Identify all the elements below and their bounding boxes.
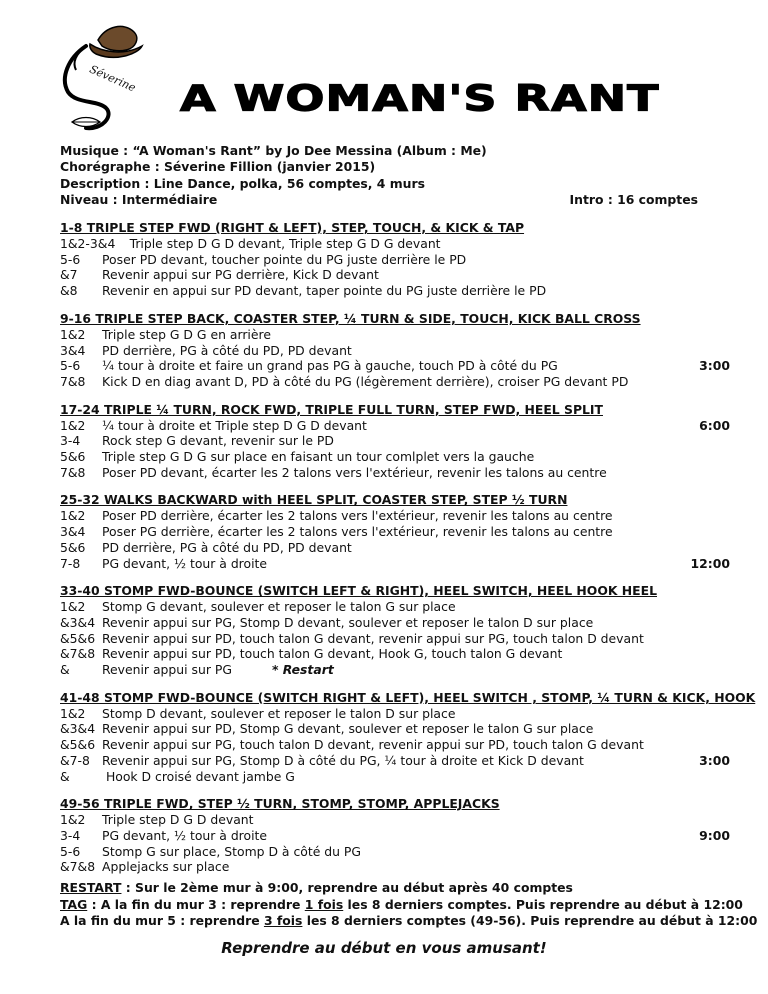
step-count: 1&2-3&4 bbox=[60, 236, 116, 251]
step-description: Triple step D G D devant bbox=[102, 812, 254, 828]
step-count: 7-8 bbox=[60, 555, 81, 571]
step-description: Revenir appui sur PG, Stomp D devant, soulever et reposer le talon D sur place bbox=[102, 614, 594, 630]
section-title: 49-56 TRIPLE FWD, STEP ½ TURN, STOMP, STOMP, APPLEJACKS bbox=[60, 796, 500, 812]
step-description: PG devant, ½ tour à droite bbox=[102, 555, 268, 571]
level-line: Niveau : Intermédiaire bbox=[60, 191, 218, 207]
step-description: Applejacks sur place bbox=[102, 859, 230, 875]
step-description: Revenir appui sur PD, touch talon G devant, revenir appui sur PG, touch talon D devant bbox=[102, 630, 644, 646]
step-description: Triple step D G D devant, Triple step G D G devant bbox=[102, 236, 441, 251]
step-row bbox=[60, 662, 730, 678]
step-row bbox=[60, 859, 730, 875]
section-title: 17-24 TRIPLE ¼ TURN, ROCK FWD, TRIPLE FULL TURN, STEP FWD, HEEL SPLIT bbox=[60, 401, 603, 417]
step-description: Hook D croisé devant jambe G bbox=[102, 768, 295, 784]
step-row bbox=[60, 283, 730, 299]
step-description: Stomp G devant, soulever et reposer le talon G sur place bbox=[102, 599, 456, 615]
logo bbox=[46, 18, 146, 136]
step-description: Poser PD devant, toucher pointe du PG juste derrière le PD bbox=[102, 251, 467, 267]
step-description: PD derrière, PG à côté du PD, PD devant bbox=[102, 342, 352, 358]
wall5-emphasis: 3 fois bbox=[263, 913, 303, 929]
closing-line: Reprendre au début en vous amusant! bbox=[221, 939, 547, 957]
step-count: 3&4 bbox=[60, 342, 86, 358]
step-row bbox=[60, 358, 730, 374]
step-description: Poser PG derrière, écarter les 2 talons vers l'extérieur, revenir les talons au centre bbox=[102, 524, 613, 540]
step-count: 7&8 bbox=[60, 373, 86, 389]
step-row bbox=[60, 374, 730, 390]
section-title: 25-32 WALKS BACKWARD with HEEL SPLIT, COASTER STEP, STEP ½ TURN bbox=[60, 492, 568, 508]
wall-direction: 12:00 bbox=[690, 555, 730, 571]
page-title: A WOMAN'S RANT bbox=[180, 76, 660, 119]
step-section bbox=[60, 402, 730, 481]
step-count: &3&4 bbox=[60, 614, 96, 630]
step-count: 1&2 bbox=[60, 599, 86, 615]
step-description: PG devant, ½ tour à droite bbox=[102, 827, 268, 843]
step-description: PD derrière, PG à côté du PD, PD devant bbox=[102, 539, 352, 555]
step-row bbox=[60, 343, 730, 359]
description-line: Description : Line Dance, polka, 56 comptes, 4 murs bbox=[60, 175, 425, 191]
step-count: &5&6 bbox=[60, 737, 96, 753]
step-row bbox=[60, 706, 730, 722]
step-row bbox=[60, 615, 730, 631]
step-row bbox=[60, 769, 730, 785]
step-row bbox=[60, 540, 730, 556]
step-row bbox=[60, 465, 730, 481]
step-section bbox=[60, 311, 730, 390]
step-count: &7&8 bbox=[60, 859, 96, 875]
restart-text: : Sur le 2ème mur à 9:00, reprendre au début après 40 comptes bbox=[121, 880, 573, 895]
wall-direction: 6:00 bbox=[699, 417, 730, 433]
step-row bbox=[60, 236, 730, 252]
step-row bbox=[60, 721, 730, 737]
step-description: Kick D en diag avant D, PD à côté du PG (légèrement derrière), croiser PG devant PD bbox=[102, 373, 629, 389]
step-description: Revenir appui sur PG, touch talon D devant, revenir appui sur PD, touch talon G devant bbox=[102, 737, 644, 753]
choreographer-line: Chorégraphe : Séverine Fillion (janvier 2015) bbox=[60, 159, 376, 175]
intro-line: Intro : 16 comptes bbox=[569, 191, 698, 207]
tag-emphasis: 1 fois bbox=[304, 896, 344, 912]
wall-direction: 3:00 bbox=[699, 358, 730, 374]
music-line: Musique : “A Woman's Rant” by Jo Dee Messina (Album : Me) bbox=[60, 143, 487, 158]
step-description: Revenir appui sur PD, touch talon G devant, Hook G, touch talon G devant bbox=[102, 646, 563, 662]
restart-marker: * Restart bbox=[271, 662, 334, 678]
wall-direction: 3:00 bbox=[699, 752, 730, 768]
step-row bbox=[60, 508, 730, 524]
step-description: Stomp G sur place, Stomp D à côté du PG bbox=[102, 843, 362, 859]
tag-text-end: les 8 derniers comptes. Puis reprendre au début à 12:00 bbox=[343, 896, 743, 912]
step-row bbox=[60, 267, 730, 283]
step-count: 3-4 bbox=[60, 827, 81, 843]
step-count: 3-4 bbox=[60, 433, 81, 449]
step-description: Triple step G D G en arrière bbox=[102, 326, 271, 342]
step-count: 1&2 bbox=[60, 812, 86, 828]
section-title: 9-16 TRIPLE STEP BACK, COASTER STEP, ¼ TURN & SIDE, TOUCH, KICK BALL CROSS bbox=[60, 310, 641, 326]
level-row bbox=[60, 192, 720, 208]
section-title: 33-40 STOMP FWD-BOUNCE (SWITCH LEFT & RIGHT), HEEL SWITCH, HEEL HOOK HEEL bbox=[60, 583, 657, 599]
step-description: Revenir appui sur PG derrière, Kick D devant bbox=[102, 267, 379, 283]
step-count: 5-6 bbox=[60, 251, 81, 267]
step-description: Poser PD derrière, écarter les 2 talons vers l'extérieur, revenir les talons au centre bbox=[102, 508, 613, 524]
section-title: 41-48 STOMP FWD-BOUNCE (SWITCH RIGHT & LEFT), HEEL SWITCH , STOMP, ¼ TURN & KICK, HOOK bbox=[60, 689, 756, 705]
step-count: 3&4 bbox=[60, 524, 86, 540]
step-row bbox=[60, 812, 730, 828]
step-sections bbox=[60, 220, 756, 887]
step-count: &3&4 bbox=[60, 721, 96, 737]
step-description: Poser PD devant, écarter les 2 talons vers l'extérieur, revenir les talons au centre bbox=[102, 464, 607, 480]
restart-label: RESTART bbox=[60, 880, 122, 895]
step-row bbox=[60, 556, 730, 572]
tag-note bbox=[60, 896, 743, 914]
step-count: 5&6 bbox=[60, 539, 86, 555]
step-row bbox=[60, 449, 730, 465]
step-count: &8 bbox=[60, 283, 78, 299]
step-count: 1&2 bbox=[60, 508, 86, 524]
step-description: Rock step G devant, revenir sur le PD bbox=[102, 433, 334, 449]
step-count: 1&2 bbox=[60, 417, 86, 433]
tag-text: : A la fin du mur 3 : reprendre bbox=[87, 896, 305, 912]
dance-info bbox=[60, 143, 720, 208]
step-description: Revenir appui sur PD, Stomp G devant, soulever et reposer le talon G sur place bbox=[102, 721, 594, 737]
step-section bbox=[60, 796, 730, 875]
step-row bbox=[60, 327, 730, 343]
step-count: &7&8 bbox=[60, 646, 96, 662]
step-count: & bbox=[60, 768, 70, 784]
step-row bbox=[60, 828, 730, 844]
wall5-text-end: les 8 derniers comptes (49-56). Puis reprendre au début à 12:00 bbox=[302, 913, 758, 929]
notes bbox=[60, 880, 758, 930]
wall5-note bbox=[60, 913, 758, 930]
step-count: &7 bbox=[60, 267, 78, 283]
step-description: ¼ tour à droite et Triple step D G D devant bbox=[102, 417, 367, 433]
step-row bbox=[60, 646, 730, 662]
wall5-text: A la fin du mur 5 : reprendre bbox=[60, 913, 264, 929]
step-row bbox=[60, 753, 730, 769]
step-row bbox=[60, 631, 730, 647]
step-count: &7-8 bbox=[60, 752, 90, 768]
step-description: Revenir en appui sur PD devant, taper pointe du PG juste derrière le PD bbox=[102, 283, 547, 299]
restart-note bbox=[60, 880, 740, 897]
step-row bbox=[60, 418, 730, 434]
step-row bbox=[60, 737, 730, 753]
step-count: &5&6 bbox=[60, 630, 96, 646]
step-count: & bbox=[60, 662, 70, 678]
tag-label: TAG bbox=[60, 896, 88, 912]
step-row bbox=[60, 252, 730, 268]
step-section bbox=[60, 220, 730, 299]
step-section bbox=[60, 583, 730, 678]
step-count: 5&6 bbox=[60, 449, 86, 465]
step-description: Triple step G D G sur place en faisant un tour comlplet vers la gauche bbox=[102, 449, 535, 465]
step-description: Stomp D devant, soulever et reposer le talon D sur place bbox=[102, 705, 456, 721]
step-count: 1&2 bbox=[60, 326, 86, 342]
step-count: 1&2 bbox=[60, 705, 86, 721]
step-description: Revenir appui sur PG bbox=[102, 662, 232, 678]
step-section bbox=[60, 492, 730, 571]
step-row bbox=[60, 524, 730, 540]
step-description: ¼ tour à droite et faire un grand pas PG à gauche, touch PD à côté du PG bbox=[102, 358, 558, 374]
step-row bbox=[60, 433, 730, 449]
step-count: 5-6 bbox=[60, 843, 81, 859]
section-title: 1-8 TRIPLE STEP FWD (RIGHT & LEFT), STEP, TOUCH, & KICK & TAP bbox=[60, 220, 525, 235]
step-count: 5-6 bbox=[60, 358, 81, 374]
step-row bbox=[60, 599, 730, 615]
step-section bbox=[60, 689, 756, 785]
step-count: 7&8 bbox=[60, 464, 86, 480]
step-row bbox=[60, 844, 730, 860]
logo-signature: Séverine bbox=[87, 62, 138, 95]
wall-direction: 9:00 bbox=[699, 827, 730, 843]
step-description: Revenir appui sur PG, Stomp D à côté du PG, ¼ tour à droite et Kick D devant bbox=[102, 752, 584, 768]
